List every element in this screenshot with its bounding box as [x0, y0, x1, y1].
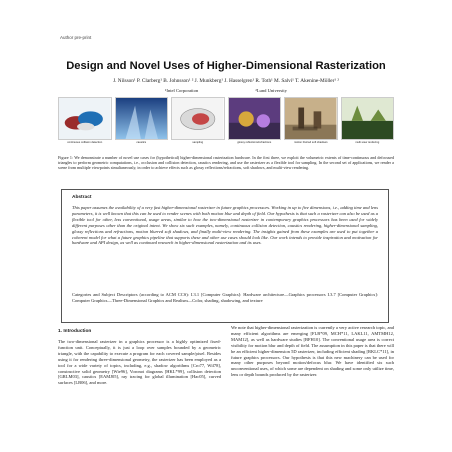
teaser-figure	[58, 97, 394, 147]
figure-caption: Figure 1: We demonstrate a number of novel use cases for (hypothetical) higher-dimensional rasterization hardware. In the first three, we exploit the volumetric extents of time-continuous and defocused triangles to perform geometric computations, i.e., occlusion and collision detection, caustics rendering, and use the rasterizer as a flexible tool for sampling. In the second set of applications, we render a scene from multiple viewpoints simultaneously, in order to achieve effects such as glossy reflections/refractions, soft shadows, and multi-view rendering.	[58, 155, 394, 170]
thumbnail-caustics	[115, 97, 169, 140]
figure-cell	[58, 97, 112, 147]
paper-title: Design and Novel Uses of Higher-Dimensional Rasterization	[66, 60, 386, 72]
thumbnail-caption: glossy reflections/refractions	[237, 141, 272, 144]
figure-cell	[171, 97, 225, 147]
ccs-categories: Categories and Subject Descriptors (according to ACM CCS): I.3.1 [Computer Graphics]: Hardware architecture—Graphics processors I.3.7 [Computer Graphics]: Computer Graphics—Three-Dimensional Graphics and Realism—Color, shading, shadowing, and texture	[72, 292, 378, 303]
thumbnail-caption: motion blurred soft shadows	[293, 141, 328, 144]
preprint-label: Author pre-print	[60, 35, 92, 40]
abstract-heading: Abstract	[72, 195, 92, 200]
thumbnail-sampling	[171, 97, 225, 140]
thumbnail-caption: sampling	[192, 141, 204, 144]
body-column-left: The two-dimensional rasterizer in a graphics processor is a highly optimized fixed-function unit. Conceptually, it is just a loop over samples bounded by a geometric triangle, with the capability to execute a program for each covered sample/pixel. Besides using it for rendering three-dimensional geometry, the rasterizer has been employed as a tool for a wide variety of topics, including, e.g., shadow algorithms [Cro77, Wil78], constructive solid geometry [Wie96], Voronoi diagrams [HKL*99], collision detection [GRLM03], caustics [EAMJ05], ray tracing for global illumination [Hac05], curved surfaces [LB06], and more.	[58, 339, 221, 386]
abstract-text: This paper assumes the availability of a very fast higher-dimensional rasterizer in future graphics processors. Working in up to five dimensions, i.e., adding time and lens parameters, it is well known that this can be used to render scenes with both motion blur and depth of field. Our hypothesis is that such a rasterizer can also be used as a flexible tool for other, less conventional, usage areas, similar to how the two-dimensional rasterizer in contemporary graphics processors has been used for widely different purposes other than the original intent. We show six such examples, namely, continuous collision detection, caustics rendering, higher-dimensional sampling, glossy reflections and refractions, motion blurred soft shadows, and finally multi-view rendering. The insights gained from these examples are used to put together a coherent model for what a future graphics pipeline that supports these and other use cases should look like. Our work intends to provide inspiration and motivation for hardware and API design, as well as continued research in higher-dimensional rasterization and its uses.	[72, 205, 378, 246]
figure-cell	[228, 97, 282, 147]
thumbnail-glossy	[228, 97, 282, 140]
thumbnail-caption: caustics	[136, 141, 147, 144]
thumbnail-multiview	[341, 97, 395, 140]
thumbnail-shadows	[284, 97, 338, 140]
thumbnail-caption: multi-view rendering	[355, 141, 380, 144]
affiliation-lund: ²Lund University	[255, 88, 287, 93]
author-list: J. Nilsson¹ P. Clarberg¹ B. Johnsson¹ ² J. Munkberg¹ J. Hasselgren¹ R. Toth¹ M. Salvi¹ T. Akenine-Möller¹ ²	[113, 78, 339, 84]
figure-cell	[284, 97, 338, 147]
affiliations	[0, 88, 452, 93]
thumbnail-collision	[58, 97, 112, 140]
figure-cell	[341, 97, 395, 147]
affiliation-intel: ¹Intel Corporation	[165, 88, 199, 93]
figure-cell	[115, 97, 169, 147]
thumbnail-caption: continuous collision detection	[67, 141, 103, 144]
body-column-right: We note that higher-dimensional rasterization is currently a very active research topic, and many efficient algorithms are emerging [FLB*09, MCH*11, LAKL11, AMTMH12, MAM12], as well as hardware studies [BFH10]. The conventional usage area is correct visibility for motion blur and depth of field. The assumption in this paper is that there will be an efficient higher-dimension 5D rasterizer, including efficient shading [RKLC*11], in future graphics processors. Our hypothesis is that this new machinery can be used for many other purposes beyond motion/defocus blur. We have identified six such unconventional uses, of which some are dependent on shading and some only utilize time, lens or depth bounds produced by the rasterizer.	[231, 325, 394, 378]
section-heading: 1. Introduction	[58, 329, 92, 334]
